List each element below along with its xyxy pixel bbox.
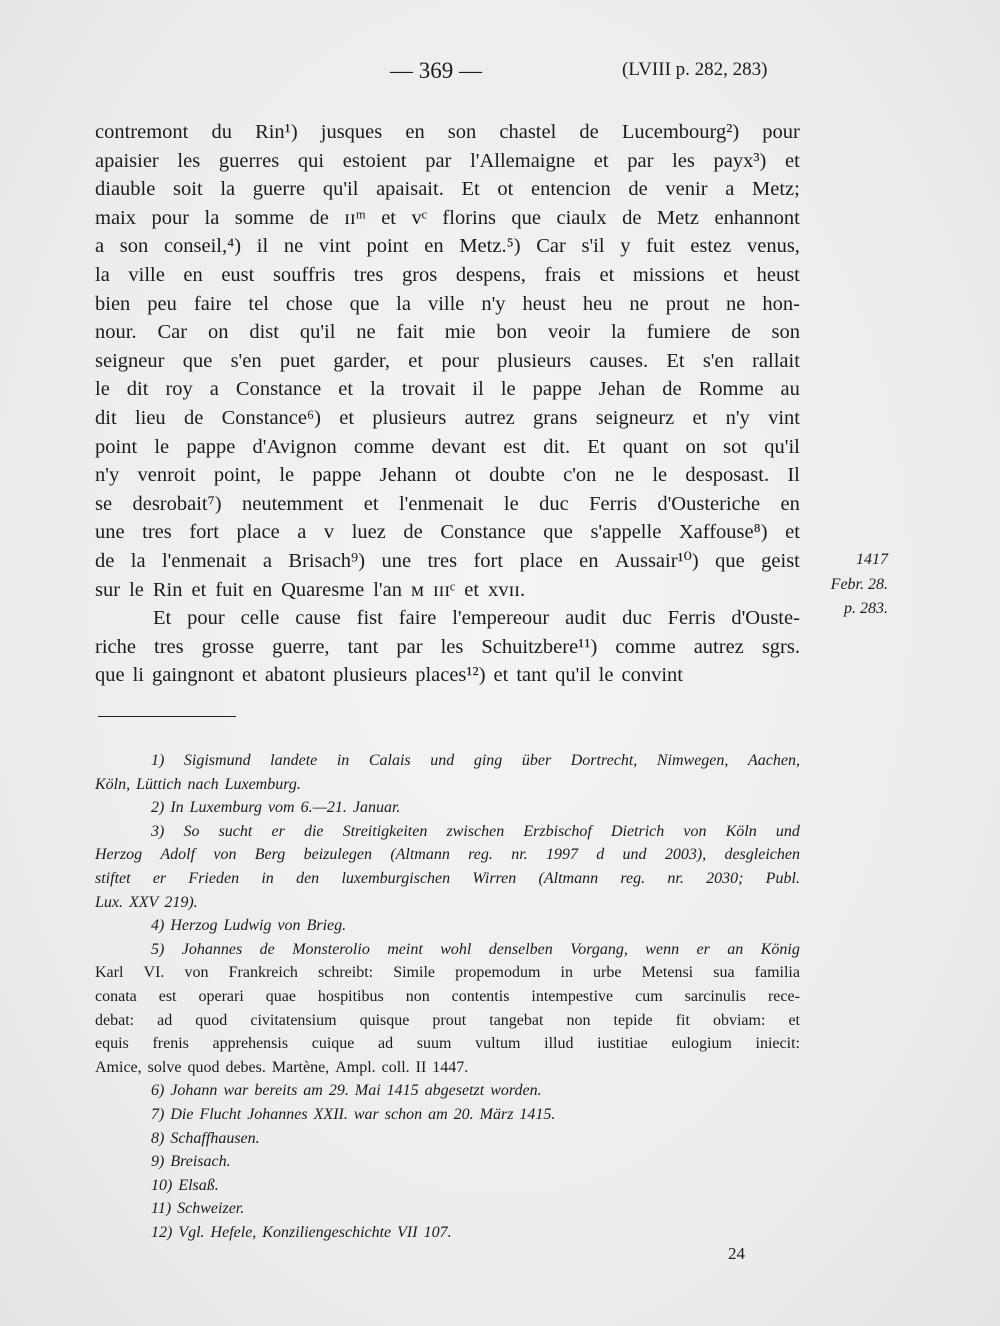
page-number: — 369 — — [390, 58, 482, 83]
footnote-line: 11) Schweizer. — [151, 1200, 245, 1218]
footnote-rule — [98, 716, 236, 717]
page-reference: (LVIII p. 282, 283) — [622, 59, 768, 80]
text-line: diauble soit la guerre qu'il apaisait. Et ot entencion de venir a Metz; — [95, 178, 800, 201]
margin-note-date: Febr. 28. — [830, 575, 888, 593]
text-line: n'y venroit point, le pappe Jehann ot doubte c'on ne le desposast. Il — [95, 464, 800, 487]
footnote-line: Herzog Adolf von Berg beizulegen (Altmann reg. nr. 1997 d und 2003), desgleichen — [95, 846, 800, 864]
text-line: apaisier les guerres qui estoient par l'Allemaigne et par les payx³) et — [95, 149, 800, 172]
text-line: de la l'enmenait a Brisach⁹) une tres fort place en Aussair¹⁰) que geist — [95, 549, 800, 572]
footnote-line: 4) Herzog Ludwig von Brieg. — [151, 917, 347, 935]
footnote-line: equis frenis apprehensis cuique ad suum vultum illud iustitiae eulogium iniecit: — [95, 1035, 800, 1053]
footnote-line: 1) Sigismund landete in Calais und ging über Dortrecht, Nimwegen, Aachen, — [151, 752, 800, 769]
text-line: seigneur que s'en puet garder, et pour plusieurs causes. Et s'en rallait — [95, 349, 800, 372]
text-line: point le pappe d'Avignon comme devant est dit. Et quant on sot qu'il — [95, 435, 800, 458]
footnote-line: Lux. XXV 219). — [95, 893, 198, 911]
sheet-number: 24 — [728, 1244, 745, 1263]
text-line: que li gaingnont et abatont plusieurs places¹²) et tant qu'il le convint — [95, 664, 683, 687]
footnote-line: 12) Vgl. Hefele, Konziliengeschichte VII 107. — [151, 1223, 452, 1241]
footnote-line: 9) Breisach. — [151, 1153, 231, 1171]
footnote-line: stiftet er Frieden in den luxemburgischen Wirren (Altmann reg. nr. 2030; Publ. — [95, 869, 800, 887]
running-header — [0, 58, 1000, 88]
text-line: se desrobait⁷) neutemment et l'enmenait le duc Ferris d'Ousteriche en — [95, 492, 800, 515]
text-line: contremont du Rin¹) jusques en son chastel de Lucembourg²) pour — [95, 121, 800, 143]
footnote-line: conata est operari quae hospitibus non contentis intempestive cum sarcinulis rece- — [95, 987, 800, 1005]
footnote-line: 10) Elsaß. — [151, 1176, 219, 1194]
text-line: nour. Car on dist qu'il ne fait mie bon veoir la fumiere de son — [95, 321, 800, 344]
footnote-line: 3) So sucht er die Streitigkeiten zwischen Erzbischof Dietrich von Köln und — [151, 822, 800, 840]
margin-notes — [808, 548, 888, 622]
footnote-line: Karl VI. von Frankreich schreibt: Simile propemodum in urbe Metensi sua familia — [95, 964, 800, 982]
footnotes — [95, 749, 800, 1244]
text-line: maix pour la somme de ɪɪᵐ et vᶜ florins que ciaulx de Metz enhannont — [95, 206, 800, 229]
main-text — [95, 118, 800, 690]
footnote-line: 6) Johann war bereits am 29. Mai 1415 abgesetzt worden. — [151, 1082, 542, 1100]
footnote-line: 7) Die Flucht Johannes XXII. war schon am 20. März 1415. — [151, 1105, 556, 1123]
footnote-line: 2) In Luxemburg vom 6.—21. Januar. — [151, 799, 401, 817]
margin-note-year: 1417 — [856, 551, 888, 568]
text-line: le dit roy a Constance et la trovait il le pappe Jehan de Romme au — [95, 378, 800, 401]
footnote-line: 5) Johannes de Monsterolio meint wohl denselben Vorgang, wenn er an König — [151, 940, 800, 958]
text-line: dit lieu de Constance⁶) et plusieurs autrez grans seigneurz et n'y vint — [95, 406, 800, 429]
margin-note-page: p. 283. — [844, 600, 888, 617]
footnote-line: debat: ad quod civitatensium quisque prout tangebat non tepide fit obviam: et — [95, 1011, 800, 1029]
text-line: sur le Rin et fuit en Quaresme l'an ᴍ ɪɪɪᶜ et xᴠɪɪ. — [95, 578, 526, 601]
text-line: bien peu faire tel chose que la ville n'y heust heu ne prout ne hon- — [95, 292, 800, 315]
text-line: a son conseil,⁴) il ne vint point en Metz.⁵) Car s'il y fuit estez venus, — [95, 235, 800, 258]
footnote-line: Amice, solve quod debes. Martène, Ampl. coll. II 1447. — [95, 1058, 469, 1076]
footnote-line: 8) Schaffhausen. — [151, 1129, 260, 1147]
footnote-line: Köln, Lüttich nach Luxemburg. — [95, 775, 301, 793]
text-line: riche tres grosse guerre, tant par les Schuitzbere¹¹) comme autrez sgrs. — [95, 635, 800, 658]
text-line: Et pour celle cause fist faire l'empereour audit duc Ferris d'Ouste- — [153, 607, 800, 630]
text-line: la ville en eust souffris tres gros despens, frais et missions et heust — [95, 263, 800, 286]
text-line: une tres fort place a v luez de Constance que s'appelle Xaffouse⁸) et — [95, 521, 800, 544]
